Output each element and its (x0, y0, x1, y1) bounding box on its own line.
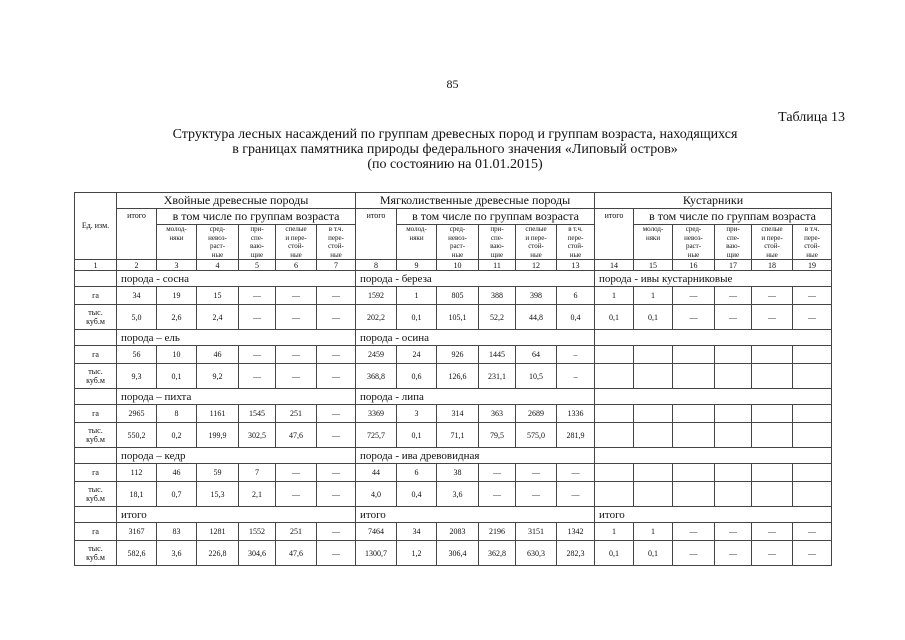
column-number: 2 (117, 260, 157, 271)
data-cell: 2,1 (239, 482, 276, 507)
data-cell: 56 (117, 346, 157, 364)
unit-cell: тыс. куб.м (75, 364, 117, 389)
species-label (595, 448, 832, 464)
data-cell (793, 346, 832, 364)
unit-cell: га (75, 346, 117, 364)
data-cell: 46 (157, 464, 197, 482)
data-cell: – (557, 346, 595, 364)
data-cell: 302,5 (239, 423, 276, 448)
data-cell (793, 423, 832, 448)
column-number: 3 (157, 260, 197, 271)
age-col-header: сред- невоз- раст- ные (673, 225, 715, 260)
data-cell: 34 (397, 523, 437, 541)
age-col-header: сред- невоз- раст- ные (197, 225, 239, 260)
species-label: порода – кедр (117, 448, 356, 464)
data-cell: — (317, 305, 356, 330)
data-cell (752, 464, 793, 482)
table-row (75, 464, 832, 482)
data-cell: 0,1 (397, 423, 437, 448)
unit-cell-empty (75, 389, 117, 405)
data-cell (715, 405, 752, 423)
data-cell: 34 (117, 287, 157, 305)
data-cell (752, 405, 793, 423)
unit-cell: га (75, 405, 117, 423)
data-cell: — (239, 364, 276, 389)
unit-cell-empty (75, 271, 117, 287)
column-number: 15 (634, 260, 673, 271)
data-cell: 251 (276, 405, 317, 423)
data-cell (752, 346, 793, 364)
age-col-header: при- спе- ваю- щие (715, 225, 752, 260)
data-cell: — (793, 523, 832, 541)
data-cell: — (673, 523, 715, 541)
age-col-header: молод- няки (634, 225, 673, 260)
data-cell: 0,1 (634, 541, 673, 566)
unit-cell-empty (75, 330, 117, 346)
section-label-row (75, 448, 832, 464)
species-label: порода - береза (356, 271, 595, 287)
data-cell: 0,1 (397, 305, 437, 330)
data-cell (715, 464, 752, 482)
data-cell: 575,0 (516, 423, 557, 448)
species-label: порода – пихта (117, 389, 356, 405)
data-cell (634, 346, 673, 364)
total-col-header: итого (595, 209, 634, 260)
data-cell (673, 423, 715, 448)
species-label: итого (595, 507, 832, 523)
data-cell: – (557, 364, 595, 389)
data-cell: 1300,7 (356, 541, 397, 566)
data-cell: 83 (157, 523, 197, 541)
data-cell: 112 (117, 464, 157, 482)
data-cell: 47,6 (276, 541, 317, 566)
data-cell: 926 (437, 346, 479, 364)
data-cell: 725,7 (356, 423, 397, 448)
data-cell (673, 464, 715, 482)
data-cell: — (557, 482, 595, 507)
data-cell: 2196 (479, 523, 516, 541)
unit-cell: тыс. куб.м (75, 423, 117, 448)
data-cell: — (239, 287, 276, 305)
title-line: Структура лесных насаждений по группам древесных пород и группам возраста, находящихся (172, 127, 738, 142)
column-number-row (75, 260, 832, 271)
age-col-header: спелые и пере- стой- ные (752, 225, 793, 260)
data-cell: — (715, 523, 752, 541)
data-cell: 805 (437, 287, 479, 305)
column-number: 16 (673, 260, 715, 271)
data-cell: — (715, 305, 752, 330)
data-cell (752, 482, 793, 507)
data-cell: 6 (557, 287, 595, 305)
data-cell: — (557, 464, 595, 482)
data-cell: 368,8 (356, 364, 397, 389)
age-col-header: молод- няки (397, 225, 437, 260)
data-cell: — (317, 423, 356, 448)
unit-header: Ед. изм. (75, 193, 117, 260)
unit-cell: га (75, 464, 117, 482)
data-cell (793, 364, 832, 389)
data-cell: 47,6 (276, 423, 317, 448)
data-cell (595, 423, 634, 448)
section-label-row (75, 271, 832, 287)
data-cell: 281,9 (557, 423, 595, 448)
data-cell: 126,6 (437, 364, 479, 389)
age-col-header: молод- няки (157, 225, 197, 260)
unit-cell: тыс. куб.м (75, 305, 117, 330)
data-cell: 1 (634, 287, 673, 305)
column-number: 18 (752, 260, 793, 271)
data-cell: — (276, 464, 317, 482)
data-cell: 362,8 (479, 541, 516, 566)
data-cell: — (276, 364, 317, 389)
unit-cell-empty (75, 507, 117, 523)
data-cell: 1281 (197, 523, 239, 541)
data-cell (595, 482, 634, 507)
table-row (75, 541, 832, 566)
section-label-row (75, 507, 832, 523)
data-cell: 0,4 (397, 482, 437, 507)
age-col-header: в т.ч. пере- стой- ные (557, 225, 595, 260)
column-number: 14 (595, 260, 634, 271)
age-groups-header: в том числе по группам возраста (157, 209, 356, 225)
data-cell: — (479, 464, 516, 482)
data-cell: 24 (397, 346, 437, 364)
group-header-softwood: Мягколиственные древесные породы (356, 193, 595, 209)
data-cell: 2459 (356, 346, 397, 364)
data-cell: — (317, 364, 356, 389)
age-col-header: при- спе- ваю- щие (239, 225, 276, 260)
data-cell: — (479, 482, 516, 507)
data-cell (673, 346, 715, 364)
unit-cell: га (75, 287, 117, 305)
data-cell (715, 364, 752, 389)
data-cell: — (793, 305, 832, 330)
data-cell: 64 (516, 346, 557, 364)
data-cell: 2689 (516, 405, 557, 423)
data-cell: 4,0 (356, 482, 397, 507)
data-cell: — (752, 541, 793, 566)
data-cell: 18,1 (117, 482, 157, 507)
data-cell: 0,1 (157, 364, 197, 389)
data-cell (634, 482, 673, 507)
data-cell: 44 (356, 464, 397, 482)
table-row (75, 523, 832, 541)
column-number: 9 (397, 260, 437, 271)
data-cell: — (276, 482, 317, 507)
table-number: Таблица 13 (778, 110, 845, 125)
column-number: 11 (479, 260, 516, 271)
data-cell: — (516, 482, 557, 507)
data-cell: 1 (595, 287, 634, 305)
data-cell: 3,6 (437, 482, 479, 507)
data-cell: — (317, 346, 356, 364)
table-row (75, 305, 832, 330)
species-label: порода – ель (117, 330, 356, 346)
data-cell: — (317, 464, 356, 482)
column-number: 5 (239, 260, 276, 271)
data-cell: 231,1 (479, 364, 516, 389)
data-cell (634, 464, 673, 482)
data-cell: — (317, 541, 356, 566)
data-cell: 71,1 (437, 423, 479, 448)
data-cell: 1336 (557, 405, 595, 423)
data-cell: 8 (157, 405, 197, 423)
data-cell: — (752, 523, 793, 541)
species-label: порода - ивы кустарниковые (595, 271, 832, 287)
data-cell: — (239, 346, 276, 364)
data-cell: 7464 (356, 523, 397, 541)
data-cell: — (752, 305, 793, 330)
data-cell: 105,1 (437, 305, 479, 330)
forest-structure-table (74, 192, 832, 566)
data-cell (752, 364, 793, 389)
species-label: итого (117, 507, 356, 523)
data-cell: — (793, 541, 832, 566)
column-number: 10 (437, 260, 479, 271)
data-cell: 15 (197, 287, 239, 305)
data-cell (715, 482, 752, 507)
data-cell: 3,6 (157, 541, 197, 566)
species-label: порода - осина (356, 330, 595, 346)
page-number: 85 (446, 77, 459, 91)
species-label: порода - липа (356, 389, 595, 405)
data-cell: 5,0 (117, 305, 157, 330)
data-cell: 19 (157, 287, 197, 305)
data-cell: 199,9 (197, 423, 239, 448)
data-cell: 1445 (479, 346, 516, 364)
section-label-row (75, 330, 832, 346)
data-cell: 10 (157, 346, 197, 364)
data-cell: 363 (479, 405, 516, 423)
column-number: 4 (197, 260, 239, 271)
column-number: 19 (793, 260, 832, 271)
age-col-header: в т.ч. пере- стой- ные (317, 225, 356, 260)
section-label-row (75, 389, 832, 405)
data-cell: — (317, 287, 356, 305)
data-cell: 202,2 (356, 305, 397, 330)
data-cell (793, 482, 832, 507)
data-cell: — (317, 482, 356, 507)
data-cell: 2083 (437, 523, 479, 541)
data-cell: 0,4 (557, 305, 595, 330)
data-cell: 52,2 (479, 305, 516, 330)
table-row (75, 346, 832, 364)
data-cell: 226,8 (197, 541, 239, 566)
data-cell: 1 (595, 523, 634, 541)
data-cell: 282,3 (557, 541, 595, 566)
data-cell: 44,8 (516, 305, 557, 330)
data-cell: 38 (437, 464, 479, 482)
data-cell: 0,2 (157, 423, 197, 448)
title-line: в границах памятника природы федерального значения «Липовый остров» (232, 142, 678, 157)
data-cell: — (239, 305, 276, 330)
data-cell: — (793, 287, 832, 305)
species-label: итого (356, 507, 595, 523)
data-cell: — (673, 541, 715, 566)
data-cell: — (317, 523, 356, 541)
table-title (60, 127, 850, 172)
data-cell: — (317, 405, 356, 423)
data-cell (595, 464, 634, 482)
column-number: 17 (715, 260, 752, 271)
table-row (75, 364, 832, 389)
data-cell: 1161 (197, 405, 239, 423)
data-cell: 398 (516, 287, 557, 305)
age-col-header: спелые и пере- стой- ные (516, 225, 557, 260)
data-cell: 630,3 (516, 541, 557, 566)
table-body (75, 271, 832, 566)
data-cell (595, 405, 634, 423)
data-cell: — (673, 305, 715, 330)
title-line: (по состоянию на 01.01.2015) (367, 157, 543, 172)
species-label: порода - ива древовидная (356, 448, 595, 464)
column-number: 13 (557, 260, 595, 271)
total-col-header: итого (117, 209, 157, 260)
data-cell: 0,1 (595, 305, 634, 330)
data-cell: 3167 (117, 523, 157, 541)
column-number: 6 (276, 260, 317, 271)
data-cell: 1592 (356, 287, 397, 305)
group-header-shrubs: Кустарники (595, 193, 832, 209)
data-cell: 1545 (239, 405, 276, 423)
group-header-conifers: Хвойные древесные породы (117, 193, 356, 209)
data-cell (595, 364, 634, 389)
table-row (75, 423, 832, 448)
data-cell: 314 (437, 405, 479, 423)
data-cell: 15,3 (197, 482, 239, 507)
age-col-header: спелые и пере- стой- ные (276, 225, 317, 260)
data-cell (793, 464, 832, 482)
unit-cell: тыс. куб.м (75, 482, 117, 507)
data-cell (595, 346, 634, 364)
data-cell: 6 (397, 464, 437, 482)
column-number: 12 (516, 260, 557, 271)
data-cell: 2,6 (157, 305, 197, 330)
column-number: 1 (75, 260, 117, 271)
age-groups-header: в том числе по группам возраста (397, 209, 595, 225)
column-number: 7 (317, 260, 356, 271)
data-cell (634, 364, 673, 389)
data-cell: 7 (239, 464, 276, 482)
data-cell: 0,1 (595, 541, 634, 566)
data-cell (715, 346, 752, 364)
data-cell: 251 (276, 523, 317, 541)
data-cell: 304,6 (239, 541, 276, 566)
data-cell: 1552 (239, 523, 276, 541)
data-cell: 1342 (557, 523, 595, 541)
data-cell: 0,6 (397, 364, 437, 389)
unit-cell: га (75, 523, 117, 541)
data-cell (634, 405, 673, 423)
column-number: 8 (356, 260, 397, 271)
age-col-header: при- спе- ваю- щие (479, 225, 516, 260)
data-cell: — (715, 541, 752, 566)
data-cell: — (715, 287, 752, 305)
species-label: порода - сосна (117, 271, 356, 287)
data-cell: 0,7 (157, 482, 197, 507)
data-cell: — (276, 287, 317, 305)
species-label (595, 389, 832, 405)
data-cell: 1,2 (397, 541, 437, 566)
data-cell: 10,5 (516, 364, 557, 389)
data-cell (673, 482, 715, 507)
data-cell: 2965 (117, 405, 157, 423)
table-row (75, 405, 832, 423)
data-cell: — (752, 287, 793, 305)
data-cell (673, 364, 715, 389)
data-cell (752, 423, 793, 448)
data-cell: 1 (634, 523, 673, 541)
data-cell: — (276, 346, 317, 364)
unit-cell-empty (75, 448, 117, 464)
data-cell: 3369 (356, 405, 397, 423)
data-cell: 59 (197, 464, 239, 482)
data-cell: 0,1 (634, 305, 673, 330)
age-col-header: в т.ч. пере- стой- ные (793, 225, 832, 260)
data-cell: 1 (397, 287, 437, 305)
data-cell: 582,6 (117, 541, 157, 566)
data-cell: 2,4 (197, 305, 239, 330)
data-cell: 9,3 (117, 364, 157, 389)
data-cell (793, 405, 832, 423)
age-groups-header: в том числе по группам возраста (634, 209, 832, 225)
data-cell (715, 423, 752, 448)
data-cell: 46 (197, 346, 239, 364)
age-col-header: сред- невоз- раст- ные (437, 225, 479, 260)
data-cell: — (276, 305, 317, 330)
table-row (75, 287, 832, 305)
data-cell: 306,4 (437, 541, 479, 566)
data-cell: 388 (479, 287, 516, 305)
data-cell: 9,2 (197, 364, 239, 389)
total-col-header: итого (356, 209, 397, 260)
data-cell: 79,5 (479, 423, 516, 448)
column-header-row (75, 225, 832, 260)
data-cell: 3151 (516, 523, 557, 541)
data-cell (634, 423, 673, 448)
unit-cell: тыс. куб.м (75, 541, 117, 566)
data-cell: — (516, 464, 557, 482)
data-cell: — (673, 287, 715, 305)
table-row (75, 482, 832, 507)
data-cell (673, 405, 715, 423)
species-label (595, 330, 832, 346)
data-cell: 3 (397, 405, 437, 423)
data-cell: 550,2 (117, 423, 157, 448)
